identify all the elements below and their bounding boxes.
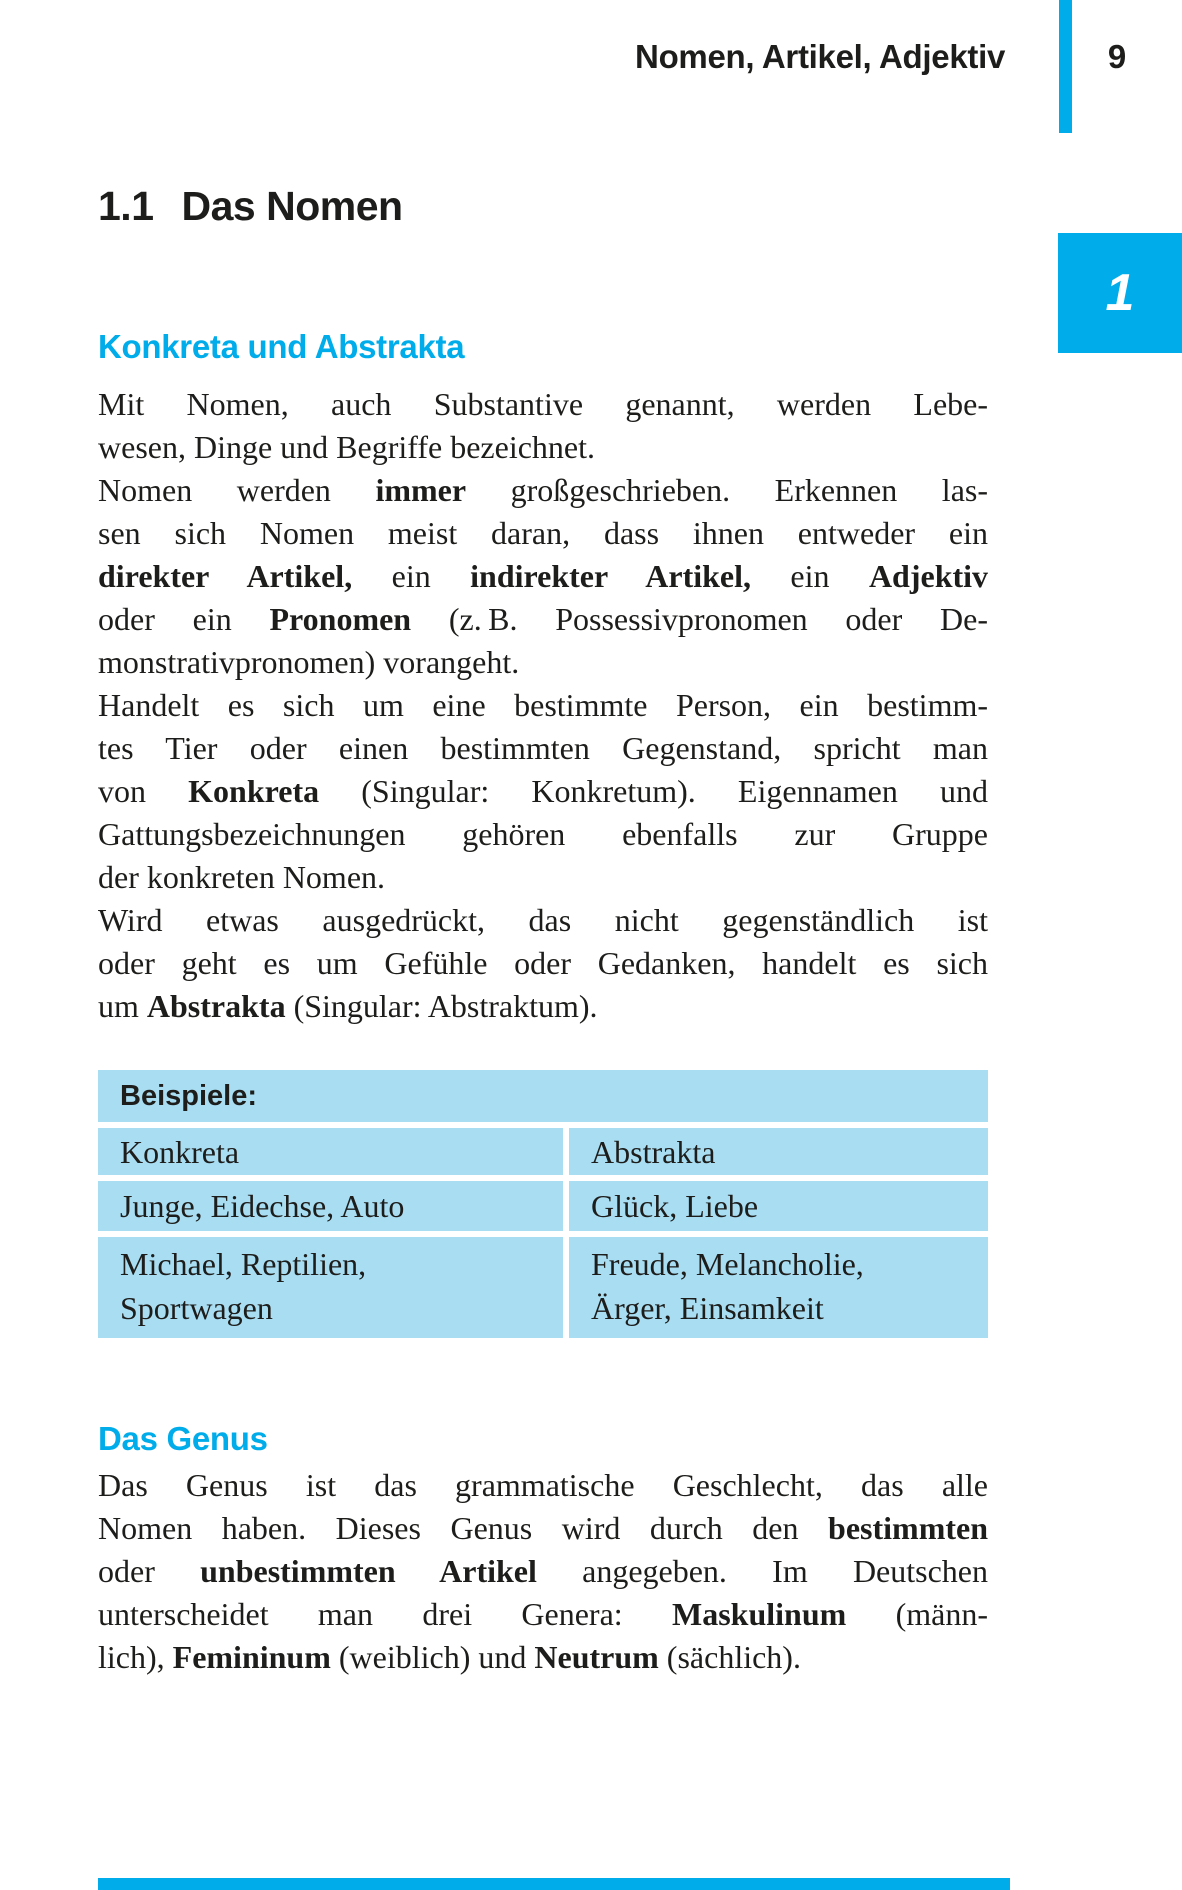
table-row [98,1181,988,1231]
text-line: der konkreten Nomen. [98,859,386,895]
table-cell-konkreta [98,1237,563,1338]
text-line: monstrativpronomen) vorangeht. [98,644,520,680]
text-line: Michael, Reptilien, [120,1246,367,1282]
table-cell-abstrakta [569,1181,988,1231]
paragraph [98,1464,988,1679]
chapter-tab [1058,233,1182,353]
text-line: um Abstrakta (Singular: Abstraktum). [98,988,598,1024]
text-line: unterscheidet man drei Genera: Maskulinum (männ- [98,1596,989,1632]
section-number: 1.1 [98,183,154,229]
section-name: Das Nomen [181,183,403,229]
text-line: oder ein Pronomen (z. B. Possessivpronomen oder De- [98,601,989,637]
subheading-das-genus: Das Genus [98,1420,268,1457]
text-line: Ärger, Einsamkeit [591,1290,824,1326]
table-row [98,1237,988,1338]
section-title [98,183,403,230]
table-header-row [98,1128,988,1175]
text-line: oder unbestimmten Artikel angegeben. Im Deutschen [98,1553,988,1589]
paragraph [98,684,988,899]
examples-table [98,1070,988,1344]
text-line: lich), Femininum (weiblich) und Neutrum (sächlich). [98,1639,801,1675]
chapter-tab-number: 1 [1105,264,1135,322]
running-head-title: Nomen, Artikel, Adjektiv [635,38,1005,75]
text-line: sen sich Nomen meist daran, dass ihnen entweder ein [98,515,988,551]
text-line: Das Genus ist das grammatische Geschlecht, das alle [98,1467,988,1503]
table-cell-abstrakta [569,1237,988,1338]
text-line: direkter Artikel, ein indirekter Artikel, ein Adjektiv [98,558,989,594]
text-line: Handelt es sich um eine bestimmte Person, ein bestimm- [98,687,988,723]
subheading-konkreta-und-abstrakta: Konkreta und Abstrakta [98,328,465,365]
text-line: Nomen werden immer großgeschrieben. Erkennen las- [98,472,988,508]
text-line: Freude, Melancholie, [591,1246,864,1282]
text-line: tes Tier oder einen bestimmten Gegenstand, spricht man [98,730,988,766]
column-header-abstrakta: Abstrakta [569,1128,988,1175]
text-line: Wird etwas ausgedrückt, das nicht gegenständlich ist [98,902,988,938]
text-line: oder geht es um Gefühle oder Gedanken, handelt es sich [98,945,988,981]
text-line: von Konkreta (Singular: Konkretum). Eigennamen und [98,773,988,809]
footer-accent-rule [98,1878,1010,1890]
text-line: Nomen haben. Dieses Genus wird durch den bestimmten [98,1510,988,1546]
text-line: Glück, Liebe [591,1188,759,1224]
page-number: 9 [1107,38,1127,75]
text-line: Gattungsbezeichnungen gehören ebenfalls zur Gruppe [98,816,988,852]
paragraph [98,899,988,1028]
paragraph [98,469,988,684]
text-line: wesen, Dinge und Begriffe bezeichnet. [98,429,595,465]
paragraph [98,383,988,469]
column-header-konkreta: Konkreta [98,1128,563,1175]
text-line: Sportwagen [120,1290,273,1326]
table-caption: Beispiele: [98,1070,988,1122]
table-caption-row [98,1070,988,1122]
table-cell-konkreta [98,1181,563,1231]
text-line: Mit Nomen, auch Substantive genannt, werden Lebe- [98,386,988,422]
header-accent-rule [1059,0,1072,133]
text-line: Junge, Eidechse, Auto [120,1188,405,1224]
